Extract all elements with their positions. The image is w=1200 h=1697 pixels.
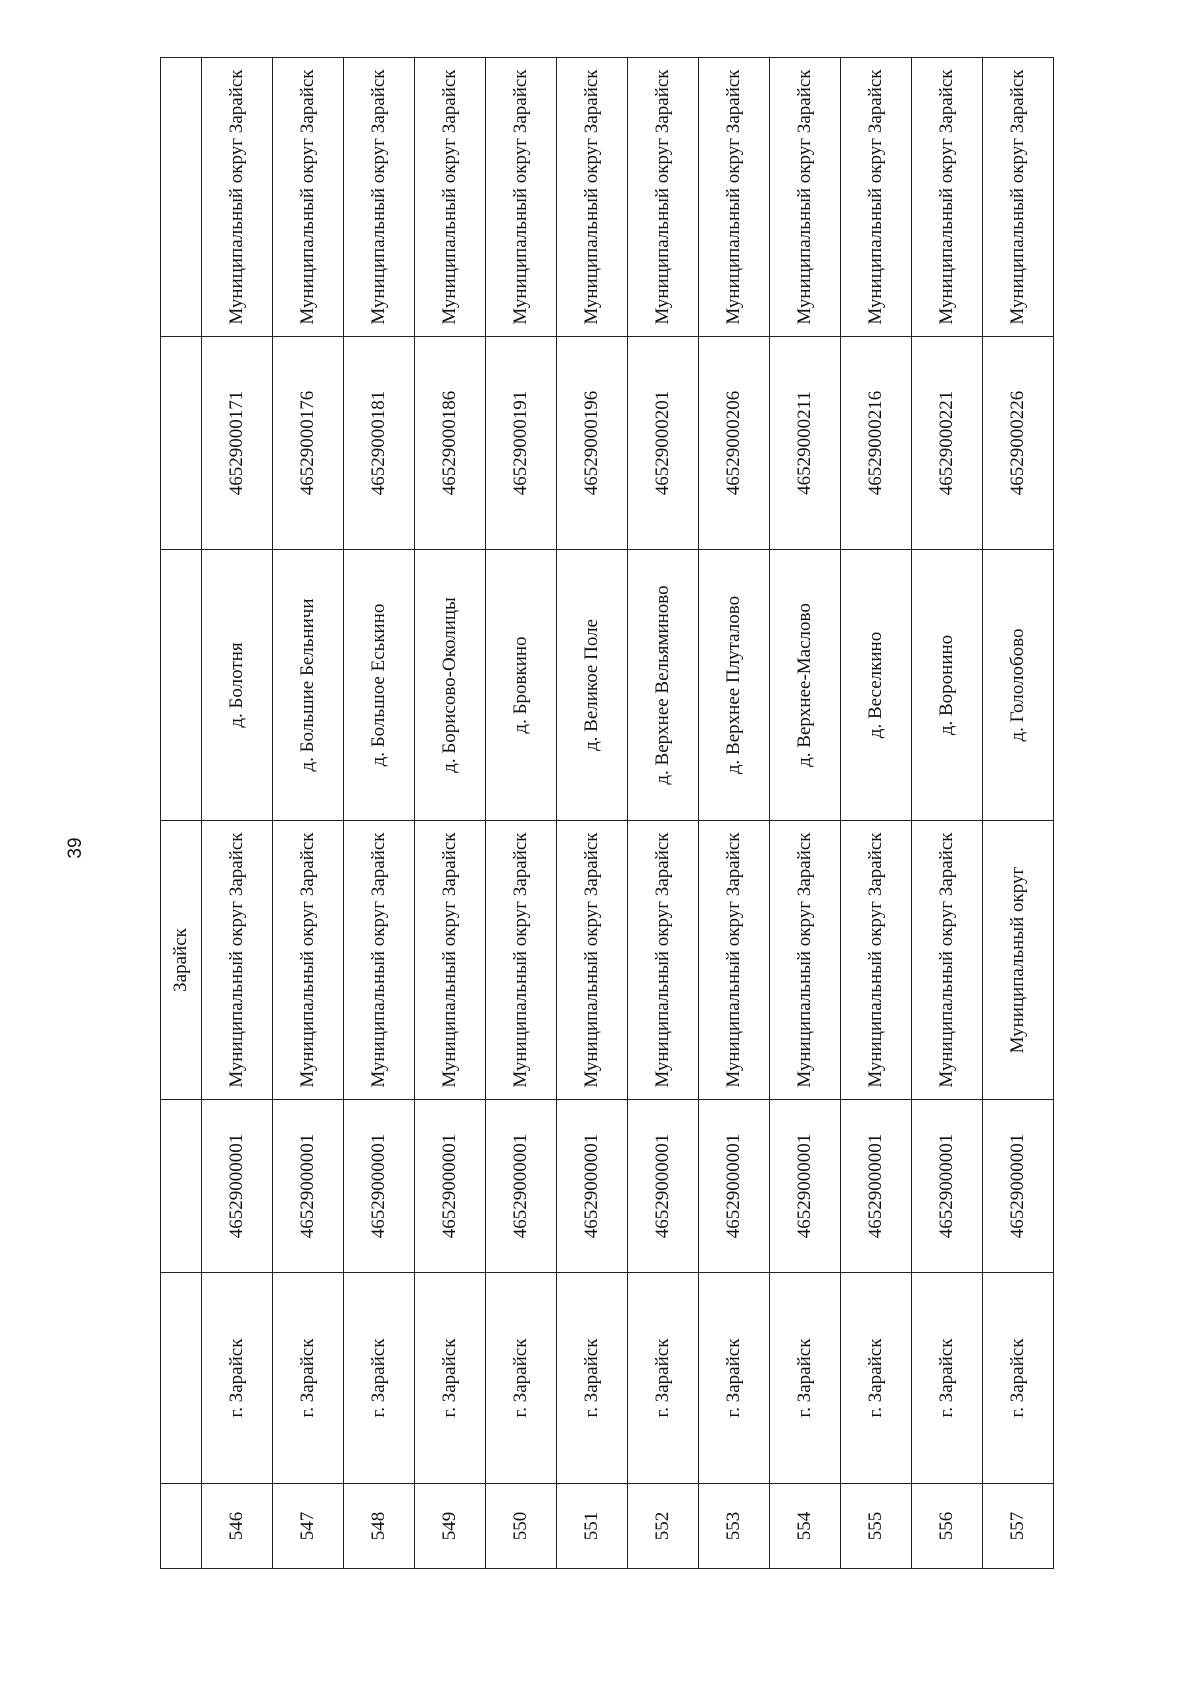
cell-code: 46529000001 xyxy=(202,1100,273,1273)
cell-locality: д. Гололобово xyxy=(983,550,1054,821)
page-number: 39 xyxy=(65,837,86,859)
cell-code: 46529000001 xyxy=(415,1100,486,1273)
cell-locality-municipality: Муниципальный округ Зарайск xyxy=(770,58,841,337)
cell-number: 555 xyxy=(841,1484,912,1569)
municipality-carryover-text: Зарайск xyxy=(170,928,192,992)
cell-code: 46529000001 xyxy=(699,1100,770,1273)
cell-municipality: Муниципальный округ Зарайск xyxy=(344,821,415,1100)
cell-locality: д. Борисово-Околицы xyxy=(415,550,486,821)
cell-locality-municipality: Муниципальный округ Зарайск xyxy=(344,58,415,337)
table-row xyxy=(983,58,1054,1569)
cell-locality-municipality xyxy=(161,58,202,337)
cell-code: 46529000001 xyxy=(486,1100,557,1273)
table-row xyxy=(770,58,841,1569)
cell-place: г. Зарайск xyxy=(770,1273,841,1484)
table-row xyxy=(273,58,344,1569)
cell-locality-code: 46529000201 xyxy=(628,337,699,550)
cell-municipality: Муниципальный округ Зарайск xyxy=(770,821,841,1100)
cell-locality-code: 46529000206 xyxy=(699,337,770,550)
table-row xyxy=(912,58,983,1569)
cell-municipality: Муниципальный округ xyxy=(983,821,1054,1100)
cell-municipality: Муниципальный округ Зарайск xyxy=(202,821,273,1100)
table-body xyxy=(161,58,1054,1569)
table-row xyxy=(628,58,699,1569)
cell-number: 553 xyxy=(699,1484,770,1569)
table-row xyxy=(699,58,770,1569)
cell-place: г. Зарайск xyxy=(486,1273,557,1484)
cell-locality-code: 46529000226 xyxy=(983,337,1054,550)
cell-place: г. Зарайск xyxy=(983,1273,1054,1484)
cell-place: г. Зарайск xyxy=(699,1273,770,1484)
cell-number: 552 xyxy=(628,1484,699,1569)
table-row xyxy=(202,58,273,1569)
cell-number: 557 xyxy=(983,1484,1054,1569)
cell-locality-municipality: Муниципальный округ Зарайск xyxy=(628,58,699,337)
cell-number: 554 xyxy=(770,1484,841,1569)
cell-locality-municipality: Муниципальный округ Зарайск xyxy=(273,58,344,337)
table-row xyxy=(486,58,557,1569)
cell-code: 46529000001 xyxy=(912,1100,983,1273)
cell-code: 46529000001 xyxy=(344,1100,415,1273)
cell-locality-code: 46529000171 xyxy=(202,337,273,550)
cell-locality-code: 46529000211 xyxy=(770,337,841,550)
cell-code: 46529000001 xyxy=(770,1100,841,1273)
cell-locality: д. Веселкино xyxy=(841,550,912,821)
cell-municipality xyxy=(161,821,202,1100)
cell-locality-municipality: Муниципальный округ Зарайск xyxy=(841,58,912,337)
cell-locality-code: 46529000181 xyxy=(344,337,415,550)
cell-municipality: Муниципальный округ Зарайск xyxy=(486,821,557,1100)
cell-locality: д. Воронино xyxy=(912,550,983,821)
cell-municipality: Муниципальный округ Зарайск xyxy=(557,821,628,1100)
cell-place: г. Зарайск xyxy=(273,1273,344,1484)
cell-number: 549 xyxy=(415,1484,486,1569)
cell-locality-municipality: Муниципальный округ Зарайск xyxy=(557,58,628,337)
table-row xyxy=(344,58,415,1569)
table-row xyxy=(557,58,628,1569)
table-row xyxy=(841,58,912,1569)
cell-place: г. Зарайск xyxy=(415,1273,486,1484)
cell-locality: д. Верхнее Вельяминово xyxy=(628,550,699,821)
cell-place: г. Зарайск xyxy=(628,1273,699,1484)
cell-locality: д. Верхнее Плуталово xyxy=(699,550,770,821)
cell-number xyxy=(161,1484,202,1569)
cell-municipality: Муниципальный округ Зарайск xyxy=(912,821,983,1100)
cell-place: г. Зарайск xyxy=(557,1273,628,1484)
cell-code: 46529000001 xyxy=(983,1100,1054,1273)
cell-number: 547 xyxy=(273,1484,344,1569)
cell-locality-code: 46529000176 xyxy=(273,337,344,550)
cell-code: 46529000001 xyxy=(557,1100,628,1273)
municipal-table-container xyxy=(160,69,1040,1569)
cell-locality-code: 46529000216 xyxy=(841,337,912,550)
cell-locality: д. Верхнее-Маслово xyxy=(770,550,841,821)
cell-place: г. Зарайск xyxy=(912,1273,983,1484)
cell-number: 548 xyxy=(344,1484,415,1569)
cell-municipality: Муниципальный округ Зарайск xyxy=(699,821,770,1100)
cell-number: 551 xyxy=(557,1484,628,1569)
cell-locality-code: 46529000196 xyxy=(557,337,628,550)
cell-code: 46529000001 xyxy=(273,1100,344,1273)
cell-locality: д. Большое Еськино xyxy=(344,550,415,821)
cell-code xyxy=(161,1100,202,1273)
cell-locality-code: 46529000221 xyxy=(912,337,983,550)
cell-locality-code: 46529000191 xyxy=(486,337,557,550)
cell-locality-code: 46529000186 xyxy=(415,337,486,550)
cell-locality-municipality: Муниципальный округ Зарайск xyxy=(415,58,486,337)
cell-locality-municipality: Муниципальный округ Зарайск xyxy=(912,58,983,337)
cell-locality-municipality: Муниципальный округ Зарайск xyxy=(983,58,1054,337)
cell-number: 546 xyxy=(202,1484,273,1569)
cell-place: г. Зарайск xyxy=(344,1273,415,1484)
cell-municipality: Муниципальный округ Зарайск xyxy=(841,821,912,1100)
cell-place xyxy=(161,1273,202,1484)
cell-municipality: Муниципальный округ Зарайск xyxy=(628,821,699,1100)
cell-locality-municipality: Муниципальный округ Зарайск xyxy=(202,58,273,337)
municipal-table xyxy=(160,57,1054,1569)
cell-place: г. Зарайск xyxy=(202,1273,273,1484)
cell-locality: д. Большие Бельничи xyxy=(273,550,344,821)
cell-number: 556 xyxy=(912,1484,983,1569)
cell-locality-municipality: Муниципальный округ Зарайск xyxy=(699,58,770,337)
cell-locality: д. Бровкино xyxy=(486,550,557,821)
cell-locality: д. Великое Поле xyxy=(557,550,628,821)
cell-municipality: Муниципальный округ Зарайск xyxy=(273,821,344,1100)
cell-code: 46529000001 xyxy=(628,1100,699,1273)
cell-locality: д. Болотня xyxy=(202,550,273,821)
cell-code: 46529000001 xyxy=(841,1100,912,1273)
table-row xyxy=(415,58,486,1569)
table-row-carryover xyxy=(161,58,202,1569)
cell-locality-municipality: Муниципальный округ Зарайск xyxy=(486,58,557,337)
cell-number: 550 xyxy=(486,1484,557,1569)
cell-locality-code xyxy=(161,337,202,550)
cell-place: г. Зарайск xyxy=(841,1273,912,1484)
cell-municipality: Муниципальный округ Зарайск xyxy=(415,821,486,1100)
cell-locality xyxy=(161,550,202,821)
